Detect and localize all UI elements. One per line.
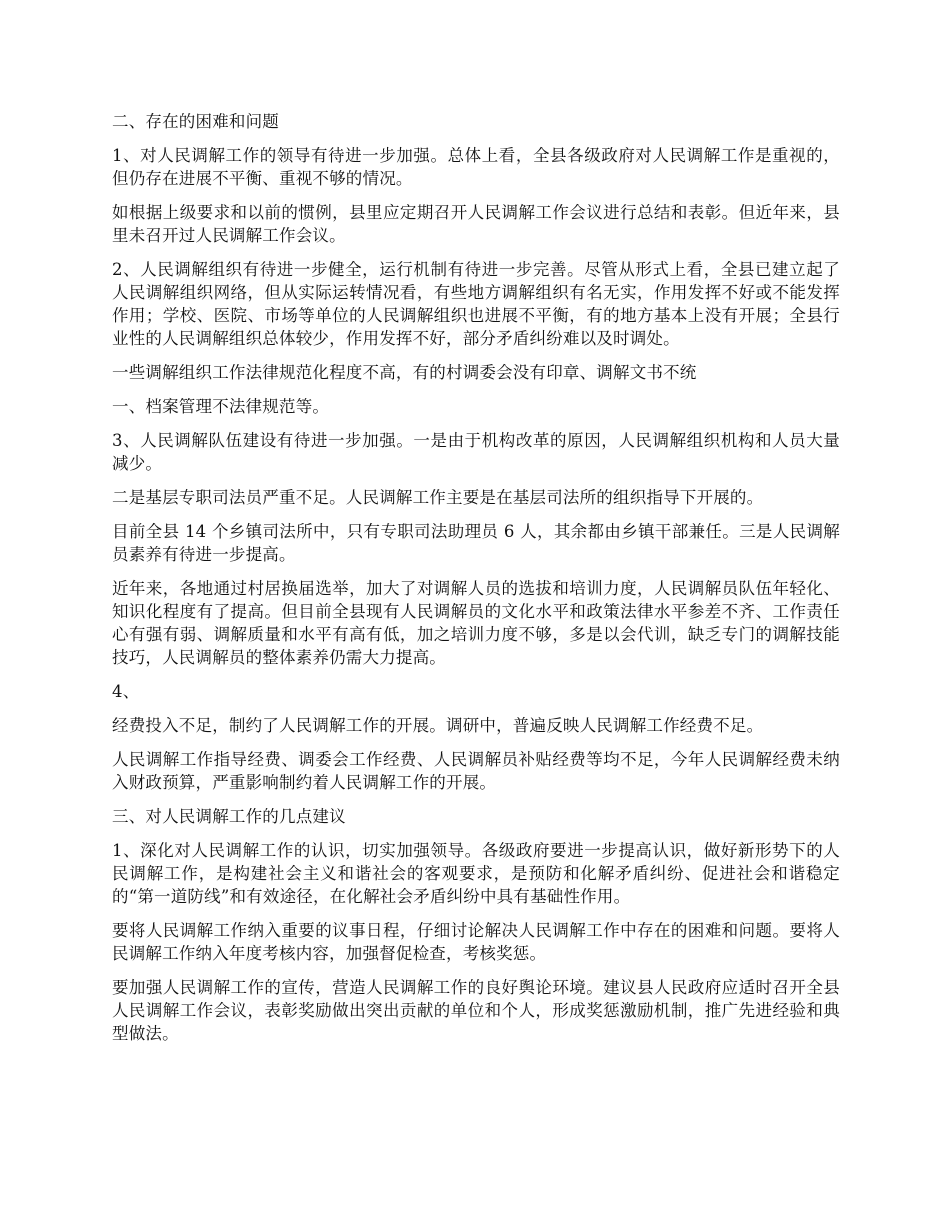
paragraph-training: 近年来，各地通过村居换届选举，加大了对调解人员的选拔和培训力度，人民调解员队伍年轻化、知识化程度有了提高。但目前全县现有人民调解员的文化水平和政策法律水平参差不齐、工作责任心有强有弱、调解质量和水平有高有低，加之培训力度不够，多是以会代训，缺乏专门的调解技能技巧，人民调解员的整体素养仍需大力提高。	[112, 579, 840, 667]
paragraph-meetings: 如根据上级要求和以前的惯例，县里应定期召开人民调解工作会议进行总结和表彰。但近年来，县里未召开过人民调解工作会议。	[112, 203, 840, 245]
paragraph-agenda: 要将人民调解工作纳入重要的议事日程，仔细讨论解决人民调解工作中存在的困难和问题。要将人民调解工作纳入年度考核内容，加强督促检查，考核奖惩。	[112, 921, 840, 963]
document-body	[112, 110, 840, 1056]
paragraph-leadership: 1、对人民调解工作的领导有待进一步加强。总体上看，全县各级政府对人民调解工作是重视的，但仍存在进展不平衡、重视不够的情况。	[112, 146, 840, 188]
paragraph-township-stats: 目前全县 14 个乡镇司法所中，只有专职司法助理员 6 人，其余都由乡镇干部兼任。三是人民调解员素养有待进一步提高。	[112, 522, 840, 564]
paragraph-team-building: 3、人民调解队伍建设有待进一步加强。一是由于机构改革的原因，人民调解组织机构和人员大量减少。	[112, 431, 840, 473]
paragraph-awareness: 1、深化对人民调解工作的认识，切实加强领导。各级政府要进一步提高认识，做好新形势下的人民调解工作，是构建社会主义和谐社会的客观要求，是预防和化解矛盾纠纷、促进社会和谐稳定的“第一道防线”和有效途径，在化解社会矛盾纠纷中具有基础性作用。	[112, 841, 840, 906]
section-heading-difficulties: 二、存在的困难和问题	[112, 112, 279, 131]
paragraph-funding: 经费投入不足，制约了人民调解工作的开展。调研中，普遍反映人民调解工作经费不足。	[112, 716, 764, 735]
paragraph-item-number: 4、	[112, 682, 140, 701]
section-heading-suggestions: 三、对人民调解工作的几点建议	[112, 807, 346, 826]
paragraph-publicity: 要加强人民调解工作的宣传，营造人民调解工作的良好舆论环境。建议县人民政府应适时召开全县人民调解工作会议，表彰奖励做出突出贡献的单位和个人，形成奖惩激励机制，推广先进经验和典型做法。	[112, 978, 840, 1043]
paragraph-archives: 一、档案管理不法律规范等。	[112, 397, 330, 416]
paragraph-budget: 人民调解工作指导经费、调委会工作经费、人民调解员补贴经费等均不足，今年人民调解经费未纳入财政预算，严重影响制约着人民调解工作的开展。	[112, 750, 840, 792]
paragraph-judicial-staff: 二是基层专职司法员严重不足。人民调解工作主要是在基层司法所的组织指导下开展的。	[112, 488, 764, 507]
paragraph-organization: 2、人民调解组织有待进一步健全，运行机制有待进一步完善。尽管从形式上看，全县已建立起了人民调解组织网络，但从实际运转情况看，有些地方调解组织有名无实，作用发挥不好或不能发挥作用；学校、医院、市场等单位的人民调解组织也进展不平衡，有的地方基本上没有开展；全县行业性的人民调解组织总体较少，作用发挥不好，部分矛盾纠纷难以及时调处。	[112, 260, 840, 348]
paragraph-standardization: 一些调解组织工作法律规范化程度不高，有的村调委会没有印章、调解文书不统	[112, 363, 697, 382]
